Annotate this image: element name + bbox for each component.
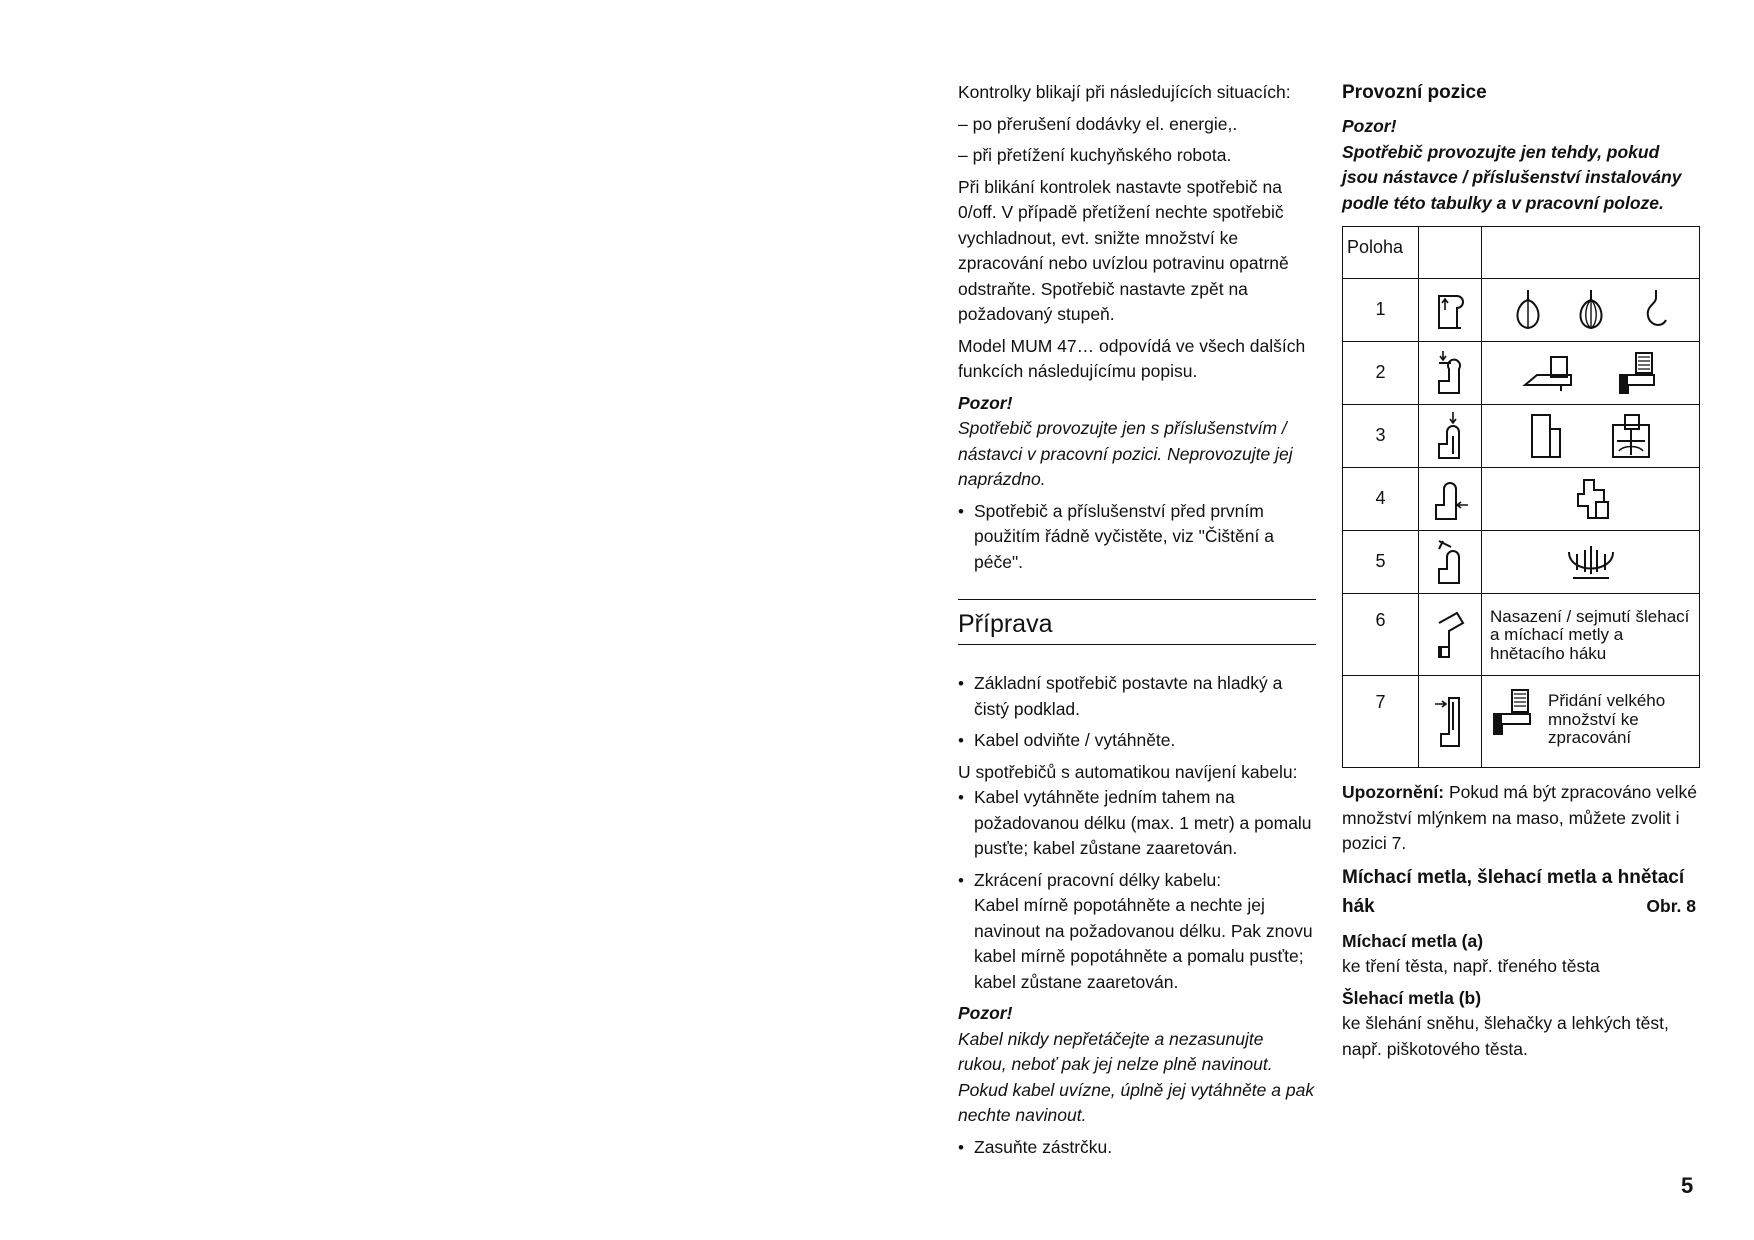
paragraph: ke tření těsta, např. třeného těsta: [1342, 956, 1600, 976]
position-number: 4: [1343, 468, 1419, 531]
bullet-item: • Zasuňte zástrčku.: [958, 1135, 1316, 1161]
table-header-row: [1343, 227, 1700, 279]
position-description: Nasazení / sejmutí šlehací a míchací metly a hnětacího háku: [1490, 606, 1690, 663]
mixer-position-1-icon: [1433, 288, 1467, 332]
mixer-position-3-icon: [1433, 410, 1467, 462]
section-heading: Provozní pozice: [1342, 82, 1487, 103]
meat-mincer-large-quantity-icon: [1490, 686, 1538, 738]
table-row: [1343, 676, 1700, 768]
position-number: 2: [1343, 342, 1419, 405]
position-number: 1: [1343, 279, 1419, 342]
bullet-item: • Kabel vytáhněte jedním tahem na požadovanou délku (max. 1 metr) a pomalu pusťte; kabel zůstane zaaretován.: [958, 785, 1316, 862]
sub-heading: Míchací metla (a): [1342, 930, 1484, 951]
bullet-continuation: Kabel mírně popotáhněte a nechte jej navinout na požadovanou délku. Pak znovu kabel mírně popotáhněte a pomalu pusťte; kabel zůstane zaaretován.: [974, 895, 1313, 992]
bullet-item: • Základní spotřebič postavte na hladký a čistý podklad.: [958, 671, 1316, 722]
table-header-cell: Poloha: [1343, 227, 1419, 279]
blender-attachment-icon: [1526, 411, 1566, 461]
sub-heading: Šlehací metla (b): [1342, 987, 1482, 1008]
paragraph: – po přerušení dodávky el. energie,.: [958, 113, 1238, 134]
stirring-whisk-icon: [1511, 288, 1545, 332]
warning-text: Kabel nikdy nepřetáčejte a nezasunujte rukou, neboť pak jej nelze plně navinout. Pokud kabel uvízne, úplně jej vytáhněte a pak nechte navinout.: [958, 1028, 1315, 1125]
table-row: [1343, 405, 1700, 468]
paragraph: Model MUM 47… odpovídá ve všech dalších funkcích následujícímu popisu.: [958, 335, 1306, 381]
paragraph: Při blikání kontrolek nastavte spotřebič na 0/off. V případě přetížení nechte spotřebič vychladnout, evt. snižte množství ke zpracování nebo uvízlou potravinu opatrně odstraňte. Spotřebič nastavte zpět na požadovaný stupeň.: [958, 176, 1289, 324]
page-number: 5: [1681, 1173, 1694, 1198]
table-row: [1343, 279, 1700, 342]
position-number: 3: [1343, 405, 1419, 468]
beating-whisk-icon: [1574, 288, 1608, 332]
position-number: 7: [1343, 676, 1419, 768]
position-description: Přidání velkého množství ke zpracování: [1548, 691, 1666, 747]
table-row: [1343, 342, 1700, 405]
subsection-heading: [1342, 863, 1704, 921]
mixer-position-6-icon: [1433, 609, 1467, 661]
figure-reference: Obr. 8: [1646, 895, 1696, 916]
warning-title: Pozor!: [958, 392, 1013, 413]
paragraph: – při přetížení kuchyňského robota.: [958, 145, 1232, 165]
note-text: Pokud má být zpracováno velké množství mlýnkem na maso, můžete zvolit i pozici 7.: [1342, 782, 1697, 853]
note-paragraph: [1342, 780, 1704, 857]
position-number: 6: [1343, 594, 1419, 676]
bullet-item: • Zkrácení pracovní délky kabelu:: [958, 868, 1316, 894]
right-column: [1342, 80, 1704, 1068]
table-row: [1343, 594, 1700, 676]
mixer-position-4-icon: [1430, 475, 1470, 523]
paragraph: U spotřebičů s automatikou navíjení kabelu:: [958, 761, 1298, 782]
table-row: [1343, 531, 1700, 594]
mixer-position-2-icon: [1433, 349, 1467, 397]
meat-mincer-attachment-icon: [1616, 349, 1660, 397]
warning-text: Spotřebič provozujte jen tehdy, pokud jsou nástavce / příslušenství instalovány podle této tabulky a v pracovní poloze.: [1342, 141, 1682, 213]
paragraph: Kontrolky blikají při následujících situacích:: [958, 82, 1291, 102]
warning-text: Spotřebič provozujte jen s příslušenstvím / nástavci v pracovní pozici. Neprovozujte jej naprázdno.: [958, 418, 1293, 489]
position-table: [1342, 226, 1700, 768]
shredder-attachment-icon: [1521, 351, 1577, 395]
mixer-position-7-icon: [1433, 694, 1467, 750]
note-label: Upozornění:: [1342, 782, 1445, 802]
bullet-item: • Spotřebič a příslušenství před prvním použitím řádně vyčistěte, viz "Čištění a péče".: [958, 499, 1316, 576]
warning-title: Pozor!: [958, 1003, 1013, 1023]
subsection-title: Míchací metla, šlehací metla a hnětací hák: [1342, 866, 1685, 917]
kneading-hook-icon: [1636, 288, 1670, 332]
left-column: [958, 80, 1316, 1166]
table-row: [1343, 468, 1700, 531]
bullet-item: • Kabel odviňte / vytáhněte.: [958, 728, 1316, 754]
position-number: 5: [1343, 531, 1419, 594]
food-processor-attachment-icon: [1609, 411, 1655, 461]
paragraph: ke šlehání sněhu, šlehačky a lehkých těst, např. piškotového těsta.: [1342, 1013, 1669, 1059]
juicer-attachment-icon: [1563, 540, 1619, 584]
citrus-press-attachment-icon: [1568, 476, 1614, 522]
mixer-position-5-icon: [1433, 537, 1467, 587]
warning-title: Pozor!: [1342, 116, 1397, 136]
section-title: Příprava: [958, 600, 1316, 645]
